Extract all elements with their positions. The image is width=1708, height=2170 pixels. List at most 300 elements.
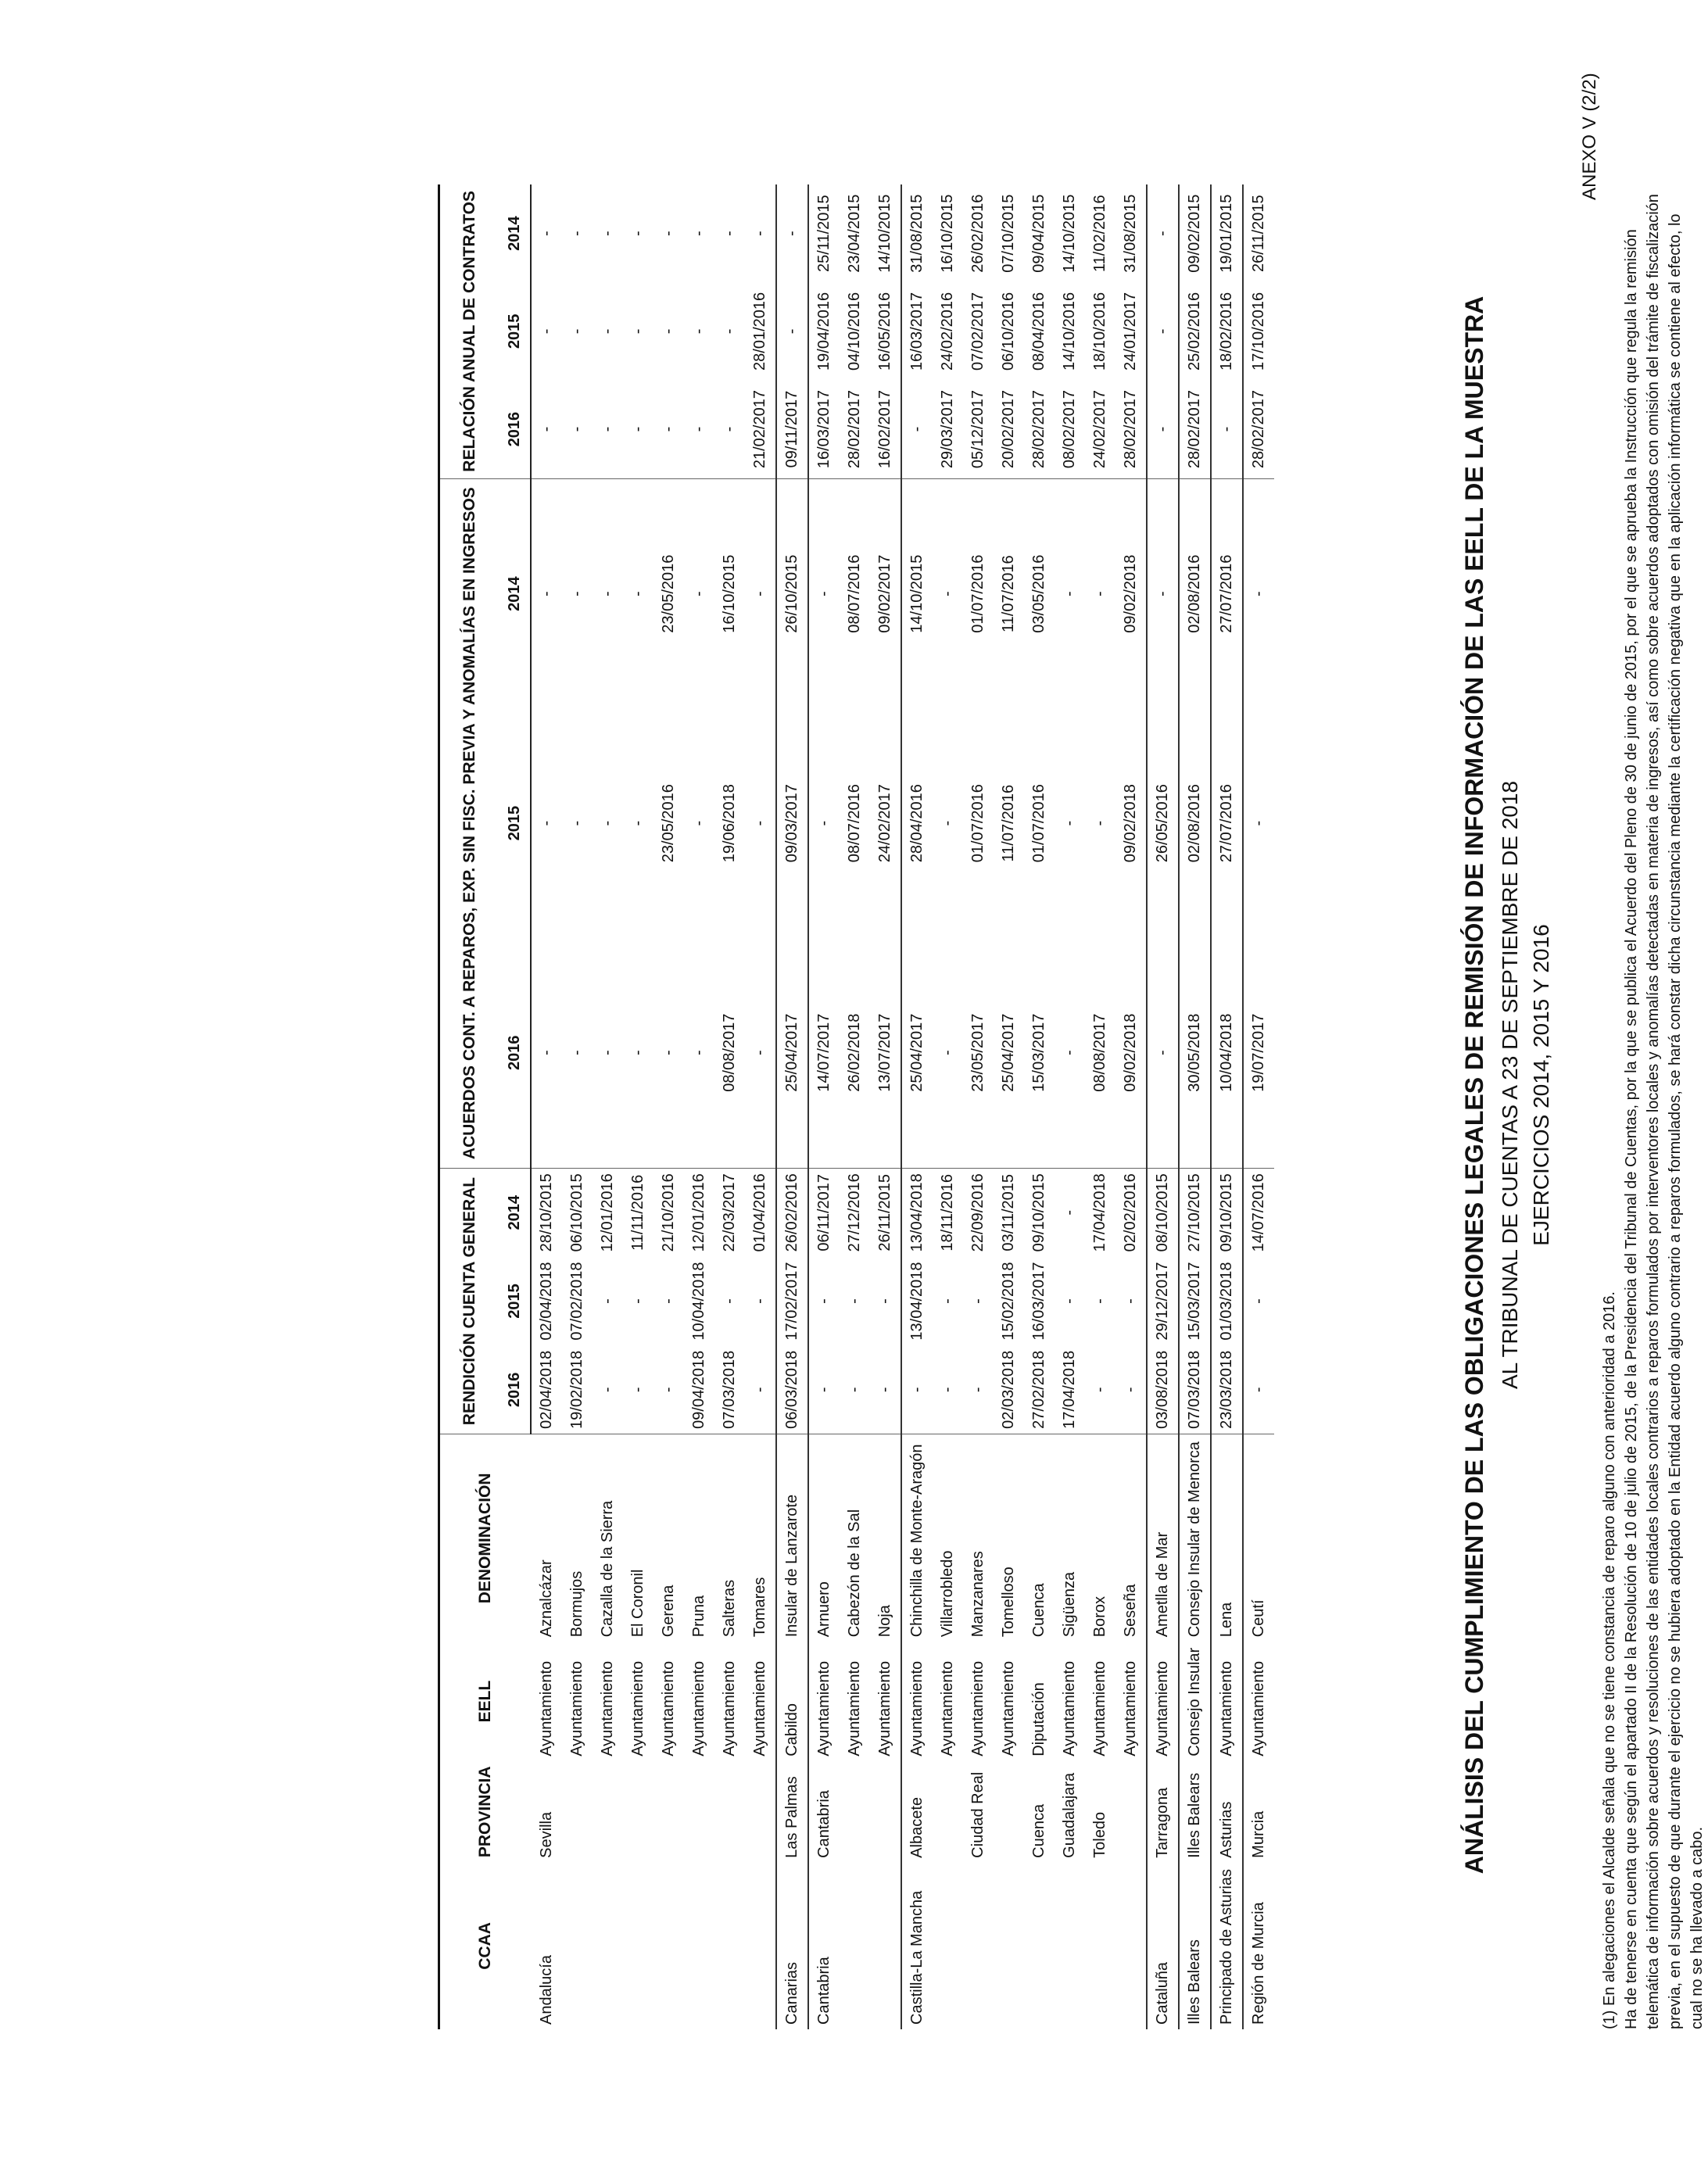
table-row (1024, 184, 1055, 2029)
contratos-2015-cell: 04/10/2016 (846, 292, 863, 371)
header-denominacion: DENOMINACIÓN (476, 1473, 494, 1604)
eell-cell: Ayuntamiento (1091, 1660, 1108, 1756)
contratos-2015-cell: 25/02/2016 (1179, 282, 1211, 380)
cuenta-2014-cell: 26/02/2016 (776, 1168, 808, 1257)
cuenta-2015-cell: 15/03/2017 (1179, 1257, 1211, 1345)
acuerdos-2015-cell: - (1091, 820, 1108, 826)
title-line-1: ANÁLISIS DEL CUMPLIMIENTO DE LAS OBLIGACIONES LEGALES DE REMISIÓN DE INFORMACIÓN DE LAS EELL DE LA MUESTRA (1460, 295, 1488, 1875)
cuenta-2016-cell: 19/02/2018 (562, 1345, 593, 1434)
acuerdos-2014-cell: 08/07/2016 (846, 554, 863, 633)
eell-cell: Ayuntamiento (939, 1660, 956, 1756)
eell-cell: Ayuntamiento (660, 1660, 677, 1756)
header-acuerdos: ACUERDOS CONT. A REPAROS, EXP. SIN FISC. PREVIA Y ANOMALÍAS EN INGRESOS (439, 478, 500, 1168)
ccaa-cell (653, 1863, 684, 2029)
provincia-cell: Cantabria (808, 1761, 840, 1863)
denominacion-cell: Insular de Lanzarote (776, 1434, 808, 1642)
denominacion-cell: Cabezón de la Sal (846, 1509, 863, 1638)
contratos-2016-cell: 20/02/2017 (994, 380, 1024, 478)
cuenta-2015-cell: 29/12/2017 (1147, 1257, 1179, 1345)
contratos-2016-cell: - (1147, 380, 1179, 478)
acuerdos-2014-cell: - (751, 591, 768, 596)
contratos-2014-cell: 31/08/2015 (901, 184, 933, 282)
acuerdos-2014-cell: - (1147, 478, 1179, 708)
contratos-2014-cell: - (538, 231, 555, 236)
contratos-2016-cell: 29/03/2017 (933, 380, 963, 478)
table-row (870, 184, 901, 2029)
contratos-2014-cell: 25/11/2015 (808, 184, 840, 282)
cuenta-2015-cell: 15/02/2018 (1000, 1262, 1017, 1341)
acuerdos-2014-cell: 03/05/2016 (1030, 554, 1047, 633)
table-row (745, 184, 776, 2029)
acuerdos-2014-cell: 26/10/2015 (776, 478, 808, 708)
eell-cell: Ayuntamiento (1122, 1660, 1139, 1756)
eell-cell: Ayuntamiento (629, 1660, 646, 1756)
year-2014: 2014 (500, 184, 531, 282)
contratos-2015-cell: - (629, 328, 646, 335)
cuenta-2015-cell: - (721, 1298, 738, 1304)
cuenta-2016-cell: - (840, 1345, 870, 1434)
provincia-cell (994, 1761, 1024, 1863)
provincia-cell (684, 1761, 714, 1863)
cuenta-2014-cell: 09/10/2015 (1030, 1173, 1047, 1252)
provincia-cell: Tarragona (1147, 1761, 1179, 1863)
cuenta-2014-cell: 01/04/2016 (751, 1173, 768, 1252)
table-row (808, 184, 840, 2029)
acuerdos-2015-cell: - (629, 820, 646, 826)
cuenta-2016-cell: - (1115, 1345, 1147, 1434)
acuerdos-2016-cell: - (653, 938, 684, 1168)
cuenta-2014-cell: 22/09/2016 (969, 1173, 986, 1252)
cuenta-2016-cell: - (623, 1345, 653, 1434)
acuerdos-2014-cell: 27/07/2016 (1211, 478, 1243, 708)
eell-cell: Ayuntamiento (808, 1642, 840, 1761)
cuenta-2014-cell: 12/01/2016 (599, 1173, 616, 1252)
provincia-cell (840, 1761, 870, 1863)
denominacion-cell: Tomares (751, 1577, 768, 1638)
acuerdos-2014-cell: 11/07/2016 (1000, 555, 1017, 632)
header-row-groups (439, 184, 500, 2029)
acuerdos-2016-cell: - (1147, 938, 1179, 1168)
cuenta-2016-cell: 03/08/2018 (1147, 1345, 1179, 1434)
year-2016: 2016 (500, 380, 531, 478)
contratos-2016-cell: 28/02/2017 (1243, 380, 1274, 478)
acuerdos-2014-cell: 09/02/2017 (876, 554, 893, 633)
ccaa-cell (840, 1863, 870, 2029)
provincia-cell (623, 1761, 653, 1863)
year-2016: 2016 (500, 1345, 531, 1434)
contratos-2016-cell: 28/02/2017 (1115, 380, 1147, 478)
acuerdos-2014-cell: - (808, 478, 840, 708)
cuenta-2015-cell: - (876, 1298, 893, 1304)
ccaa-cell: Principado de Asturias (1211, 1863, 1243, 2029)
cuenta-2014-cell: 27/12/2016 (846, 1173, 863, 1252)
contratos-2015-cell: 06/10/2016 (1000, 292, 1017, 371)
eell-cell: Ayuntamiento (721, 1660, 738, 1756)
table-row (531, 184, 562, 2029)
denominacion-cell: Pruna (690, 1595, 707, 1638)
contratos-2015-cell: - (721, 328, 738, 335)
contratos-2014-cell: 26/11/2015 (1243, 184, 1274, 282)
contratos-2014-cell: - (599, 231, 616, 236)
contratos-2016-cell: 28/02/2017 (1179, 380, 1211, 478)
ccaa-cell (933, 1863, 963, 2029)
ccaa-cell: Illes Balears (1179, 1863, 1211, 2029)
table-row (714, 184, 745, 2029)
denominacion-cell: Borox (1091, 1596, 1108, 1638)
contratos-2016-cell: - (1211, 380, 1243, 478)
cuenta-2015-cell: 10/04/2018 (690, 1262, 707, 1341)
denominacion-cell: Gerena (660, 1585, 677, 1638)
year-2015: 2015 (500, 282, 531, 380)
denominacion-cell: Salteras (721, 1579, 738, 1638)
contratos-2014-cell: 09/04/2015 (1030, 194, 1047, 273)
cuenta-2016-cell: - (593, 1345, 623, 1434)
acuerdos-2016-cell: 09/02/2018 (1115, 938, 1147, 1168)
contratos-2016-cell: 16/03/2017 (808, 380, 840, 478)
year-2014: 2014 (500, 1168, 531, 1257)
acuerdos-2015-cell: 02/08/2016 (1179, 709, 1211, 938)
acuerdos-2016-cell: - (1055, 938, 1085, 1168)
table-body (531, 184, 1274, 2029)
cuenta-2014-cell: 02/02/2016 (1122, 1173, 1139, 1252)
cuenta-2016-cell: - (870, 1345, 901, 1434)
contratos-2014-cell: 19/01/2015 (1211, 184, 1243, 282)
ccaa-cell: Región de Murcia (1243, 1863, 1274, 2029)
acuerdos-2015-cell: 08/07/2016 (846, 784, 863, 863)
contratos-2015-cell: 24/01/2017 (1122, 292, 1139, 371)
year-2015: 2015 (500, 709, 531, 938)
ccaa-cell (1085, 1863, 1115, 2029)
table-row (623, 184, 653, 2029)
eell-cell: Ayuntamiento (876, 1660, 893, 1756)
cuenta-2016-cell: 07/03/2018 (714, 1345, 745, 1434)
contratos-2014-cell: - (1147, 184, 1179, 282)
year-2016: 2016 (500, 938, 531, 1168)
denominacion-cell: Cuenca (1030, 1583, 1047, 1638)
cuenta-2015-cell: 02/04/2018 (538, 1262, 555, 1341)
acuerdos-2014-cell: - (1061, 591, 1078, 596)
cuenta-2014-cell: 14/07/2016 (1243, 1168, 1274, 1257)
table-row (593, 184, 623, 2029)
acuerdos-2015-cell: 09/03/2017 (776, 709, 808, 938)
cuenta-2016-cell: 06/03/2018 (776, 1345, 808, 1434)
acuerdos-2014-cell: 14/10/2015 (901, 478, 933, 708)
provincia-cell (933, 1761, 963, 1863)
table-row (1211, 184, 1243, 2029)
table-row (1147, 184, 1179, 2029)
acuerdos-2016-cell: 25/04/2017 (901, 938, 933, 1168)
cuenta-2015-cell: - (808, 1257, 840, 1345)
denominacion-cell: Seseña (1122, 1584, 1139, 1638)
contratos-2014-cell: 11/02/2016 (1091, 195, 1108, 272)
contratos-2015-cell: - (660, 328, 677, 335)
contratos-2016-cell: 09/11/2017 (776, 380, 808, 478)
contratos-2014-cell: - (629, 231, 646, 236)
acuerdos-2016-cell: - (745, 938, 776, 1168)
contratos-2016-cell: - (901, 380, 933, 478)
cuenta-2015-cell: - (969, 1298, 986, 1304)
table-row (1055, 184, 1085, 2029)
contratos-2015-cell: 16/03/2017 (901, 282, 933, 380)
cuenta-2016-cell: - (1085, 1345, 1115, 1434)
contratos-2014-cell: 14/10/2015 (876, 194, 893, 273)
acuerdos-2016-cell: 15/03/2017 (1024, 938, 1055, 1168)
cuenta-2015-cell: - (939, 1298, 956, 1304)
table-row (1115, 184, 1147, 2029)
ccaa-cell (1115, 1863, 1147, 2029)
ccaa-cell: Cantabria (808, 1863, 840, 2029)
acuerdos-2016-cell: 25/04/2017 (994, 938, 1024, 1168)
acuerdos-2015-cell: 19/06/2018 (721, 784, 738, 863)
cuenta-2014-cell: 06/10/2015 (568, 1173, 585, 1252)
acuerdos-2015-cell: - (599, 820, 616, 826)
denominacion-cell: El Coronil (629, 1569, 646, 1638)
acuerdos-2016-cell: 08/08/2017 (714, 938, 745, 1168)
contratos-2015-cell: 19/04/2016 (808, 282, 840, 380)
denominacion-cell: Aznalcázar (537, 1559, 555, 1638)
contratos-2014-cell: - (660, 231, 677, 236)
denominacion-cell: Ametlla de Mar (1147, 1434, 1179, 1642)
denominacion-cell: Tomelloso (1000, 1567, 1017, 1638)
denominacion-cell: Chinchilla de Monte-Aragón (901, 1434, 933, 1642)
contratos-2016-cell: - (531, 380, 562, 478)
acuerdos-2016-cell: 10/04/2018 (1211, 938, 1243, 1168)
table-row (933, 184, 963, 2029)
acuerdos-2015-cell: 01/07/2016 (969, 784, 986, 863)
provincia-cell: Toledo (1091, 1811, 1108, 1858)
acuerdos-2016-cell: 25/04/2017 (776, 938, 808, 1168)
ccaa-cell: Canarias (776, 1863, 808, 2029)
cuenta-2014-cell: 03/11/2015 (1000, 1173, 1017, 1252)
table-row (1179, 184, 1211, 2029)
acuerdos-2014-cell: - (538, 591, 555, 596)
acuerdos-2016-cell: 30/05/2018 (1179, 938, 1211, 1168)
contratos-2016-cell: 28/02/2017 (1024, 380, 1055, 478)
provincia-cell: Murcia (1243, 1761, 1274, 1863)
cuenta-2016-cell: - (963, 1345, 994, 1434)
cuenta-2014-cell: 06/11/2017 (808, 1168, 840, 1257)
table-row (840, 184, 870, 2029)
cuenta-2015-cell: - (1122, 1298, 1139, 1304)
acuerdos-2015-cell: - (1061, 820, 1078, 826)
contratos-2015-cell: 18/02/2016 (1211, 282, 1243, 380)
provincia-cell: Las Palmas (776, 1761, 808, 1863)
acuerdos-2016-cell: 13/07/2017 (870, 938, 901, 1168)
cuenta-2015-cell: - (751, 1298, 768, 1304)
contratos-2014-cell: - (690, 231, 707, 236)
acuerdos-2016-cell: 26/02/2018 (840, 938, 870, 1168)
denominacion-cell: Sigüenza (1061, 1571, 1078, 1638)
contratos-2016-cell: - (653, 380, 684, 478)
acuerdos-2016-cell: 08/08/2017 (1085, 938, 1115, 1168)
eell-cell: Ayuntamiento (751, 1660, 768, 1756)
cuenta-2015-cell: 01/03/2018 (1211, 1257, 1243, 1345)
acuerdos-2015-cell: 28/04/2016 (901, 709, 933, 938)
ccaa-cell (714, 1863, 745, 2029)
ccaa-cell (593, 1863, 623, 2029)
acuerdos-2015-cell: 27/07/2016 (1211, 709, 1243, 938)
eell-cell: Ayuntamiento (1243, 1642, 1274, 1761)
eell-cell: Ayuntamiento (599, 1660, 616, 1756)
acuerdos-2014-cell: 23/05/2016 (660, 554, 677, 633)
cuenta-2014-cell: 18/11/2016 (939, 1173, 956, 1252)
denominacion-cell: Lena (1211, 1434, 1243, 1642)
title-line-3: EJERCICIOS 2014, 2015 Y 2016 (1529, 924, 1553, 1246)
contratos-2016-cell: 28/02/2017 (840, 380, 870, 478)
cuenta-2014-cell: - (1061, 1209, 1078, 1216)
eell-cell: Cabildo (776, 1642, 808, 1761)
acuerdos-2015-cell: - (568, 820, 585, 826)
table-row (994, 184, 1024, 2029)
contratos-2015-cell: 17/10/2016 (1243, 282, 1274, 380)
eell-cell: Ayuntamiento (1000, 1660, 1017, 1756)
denominacion-cell: Villarrobledo (939, 1550, 956, 1638)
compliance-table (438, 184, 1274, 2029)
cuenta-2016-cell: 23/03/2018 (1211, 1345, 1243, 1434)
footnote-2: Ha de tenerse en cuenta que según el apartado II de la Resolución de 10 de julio de 2015, de la Presidencia del Tribunal de Cuentas, por la que se publica el Acuerdo del Pleno de 30 de junio de 2015, por el que se aprueba la Instrucción que regula la remisión telemática de información sobre acuerdos y resoluciones de las entidades locales contrarios a reparos formulados por interventores locales y anomalías detectadas en materia de ingresos, así como sobre acuerdos adoptados con omisión del trámite de fiscalización previa, en el supuesto de que durante el ejercicio no se hubiera adoptado en la Entidad acuerdo alguno contrario a reparos formulados, se hará constar dicha circunstancia mediante la certificación negativa que en la aplicación informática se contiene al efecto, lo cual no se ha llevado a cabo. (1623, 194, 1706, 2029)
acuerdos-2014-cell: 02/08/2016 (1179, 478, 1211, 708)
denominacion-cell: Consejo Insular de Menorca (1179, 1434, 1211, 1642)
table-row (776, 184, 808, 2029)
table-row (1085, 184, 1115, 2029)
cuenta-2016-cell: 27/02/2018 (1024, 1345, 1055, 1434)
contratos-2014-cell: - (751, 231, 768, 236)
acuerdos-2016-cell: - (593, 938, 623, 1168)
cuenta-2015-cell: - (599, 1298, 616, 1304)
contratos-2014-cell: 26/02/2016 (969, 194, 986, 273)
acuerdos-2015-cell: - (808, 709, 840, 938)
ccaa-cell (994, 1863, 1024, 2029)
contratos-2016-cell: - (684, 380, 714, 478)
acuerdos-2014-cell: - (1091, 591, 1108, 596)
acuerdos-2016-cell: 14/07/2017 (808, 938, 840, 1168)
acuerdos-2015-cell: - (751, 820, 768, 826)
cuenta-2015-cell: 16/03/2017 (1030, 1262, 1047, 1341)
cuenta-2016-cell: - (901, 1345, 933, 1434)
denominacion-cell: Ceutí (1243, 1434, 1274, 1642)
acuerdos-2016-cell: - (623, 938, 653, 1168)
provincia-cell (714, 1761, 745, 1863)
provincia-cell (870, 1761, 901, 1863)
eell-cell: Ayuntamiento (690, 1660, 707, 1756)
cuenta-2016-cell: 17/04/2018 (1055, 1345, 1085, 1434)
acuerdos-2015-cell: 23/05/2016 (660, 784, 677, 863)
acuerdos-2014-cell: 16/10/2015 (721, 554, 738, 633)
acuerdos-2015-cell: 11/07/2016 (1000, 784, 1017, 862)
eell-cell: Ayuntamiento (537, 1660, 555, 1756)
footnote-1: (1) En alegaciones el Alcalde señala que no se tiene constancia de reparo alguno con anterioridad a 2016. (1601, 1291, 1618, 2029)
provincia-cell: Illes Balears (1179, 1761, 1211, 1863)
contratos-2015-cell: - (1147, 282, 1179, 380)
acuerdos-2015-cell: - (1243, 709, 1274, 938)
contratos-2016-cell: 08/02/2017 (1055, 380, 1085, 478)
provincia-cell: Ciudad Real (969, 1771, 986, 1858)
contratos-2015-cell: 28/01/2016 (751, 292, 768, 371)
acuerdos-2016-cell: 19/07/2017 (1243, 938, 1274, 1168)
acuerdos-2014-cell: - (629, 591, 646, 596)
year-2015: 2015 (500, 1257, 531, 1345)
eell-cell: Ayuntamiento (901, 1642, 933, 1761)
acuerdos-2014-cell: - (599, 591, 616, 596)
contratos-2016-cell: - (562, 380, 593, 478)
cuenta-2014-cell: 28/10/2015 (538, 1173, 555, 1252)
contratos-2016-cell: - (593, 380, 623, 478)
cuenta-2015-cell: - (846, 1298, 863, 1304)
table-row (963, 184, 994, 2029)
acuerdos-2014-cell: - (1243, 478, 1274, 708)
contratos-2016-cell: - (714, 380, 745, 478)
eell-cell: Ayuntamiento (1147, 1642, 1179, 1761)
denominacion-cell: Cazalla de la Sierra (599, 1500, 616, 1638)
contratos-2015-cell: - (690, 328, 707, 335)
cuenta-2016-cell: 02/03/2018 (994, 1345, 1024, 1434)
ccaa-cell (870, 1863, 901, 2029)
contratos-2015-cell: - (538, 328, 555, 335)
cuenta-2015-cell: - (660, 1298, 677, 1304)
cuenta-2015-cell: 17/02/2017 (776, 1257, 808, 1345)
contratos-2015-cell: 07/02/2017 (969, 292, 986, 371)
cuenta-2014-cell: 11/11/2016 (629, 1174, 646, 1251)
ccaa-cell (745, 1863, 776, 2029)
contratos-2014-cell: 07/10/2015 (1000, 194, 1017, 273)
cuenta-2014-cell: 12/01/2016 (690, 1173, 707, 1252)
contratos-2014-cell: 09/02/2015 (1179, 184, 1211, 282)
denominacion-cell: Manzanares (969, 1551, 986, 1638)
contratos-2016-cell: - (623, 380, 653, 478)
cuenta-2016-cell: - (1243, 1345, 1274, 1434)
ccaa-cell (623, 1863, 653, 2029)
cuenta-2014-cell: 22/03/2017 (721, 1173, 738, 1252)
acuerdos-2014-cell: - (568, 591, 585, 596)
contratos-2016-cell: 05/12/2017 (963, 380, 994, 478)
acuerdos-2015-cell: 24/02/2017 (876, 784, 893, 863)
contratos-2015-cell: 18/10/2016 (1091, 292, 1108, 371)
header-cuenta-general: RENDICIÓN CUENTA GENERAL (439, 1168, 500, 1434)
table-row (562, 184, 593, 2029)
eell-cell: Ayuntamiento (1211, 1642, 1243, 1761)
denominacion-cell: Bormujos (568, 1570, 585, 1638)
ccaa-cell (562, 1863, 593, 2029)
acuerdos-2014-cell: - (939, 591, 956, 596)
acuerdos-2015-cell: 26/05/2016 (1147, 709, 1179, 938)
acuerdos-2015-cell: - (690, 820, 707, 826)
contratos-2014-cell: 16/10/2015 (939, 194, 956, 273)
acuerdos-2014-cell: 01/07/2016 (969, 554, 986, 633)
header-eell: EELL (476, 1680, 494, 1723)
cuenta-2015-cell: 07/02/2018 (568, 1262, 585, 1341)
denominacion-cell: Noja (876, 1605, 893, 1638)
cuenta-2015-cell: - (1091, 1298, 1108, 1304)
cuenta-2015-cell: - (1061, 1298, 1078, 1304)
ccaa-cell (1024, 1863, 1055, 2029)
cuenta-2014-cell: 21/10/2016 (660, 1173, 677, 1252)
acuerdos-2015-cell: - (939, 820, 956, 826)
cuenta-2016-cell: 07/03/2018 (1179, 1345, 1211, 1434)
acuerdos-2016-cell: - (531, 938, 562, 1168)
acuerdos-2015-cell: - (538, 820, 555, 826)
contratos-2015-cell: 24/02/2016 (939, 292, 956, 371)
table-row (684, 184, 714, 2029)
cuenta-2014-cell: 27/10/2015 (1179, 1168, 1211, 1257)
provincia-cell (653, 1761, 684, 1863)
cuenta-2015-cell: - (1243, 1257, 1274, 1345)
ccaa-cell (1055, 1863, 1085, 2029)
cuenta-2016-cell: 02/04/2018 (531, 1345, 562, 1434)
eell-cell: Ayuntamiento (969, 1660, 986, 1756)
cuenta-2016-cell: 09/04/2018 (684, 1345, 714, 1434)
denominacion-cell: Arnuero (808, 1434, 840, 1642)
ccaa-cell (963, 1863, 994, 2029)
